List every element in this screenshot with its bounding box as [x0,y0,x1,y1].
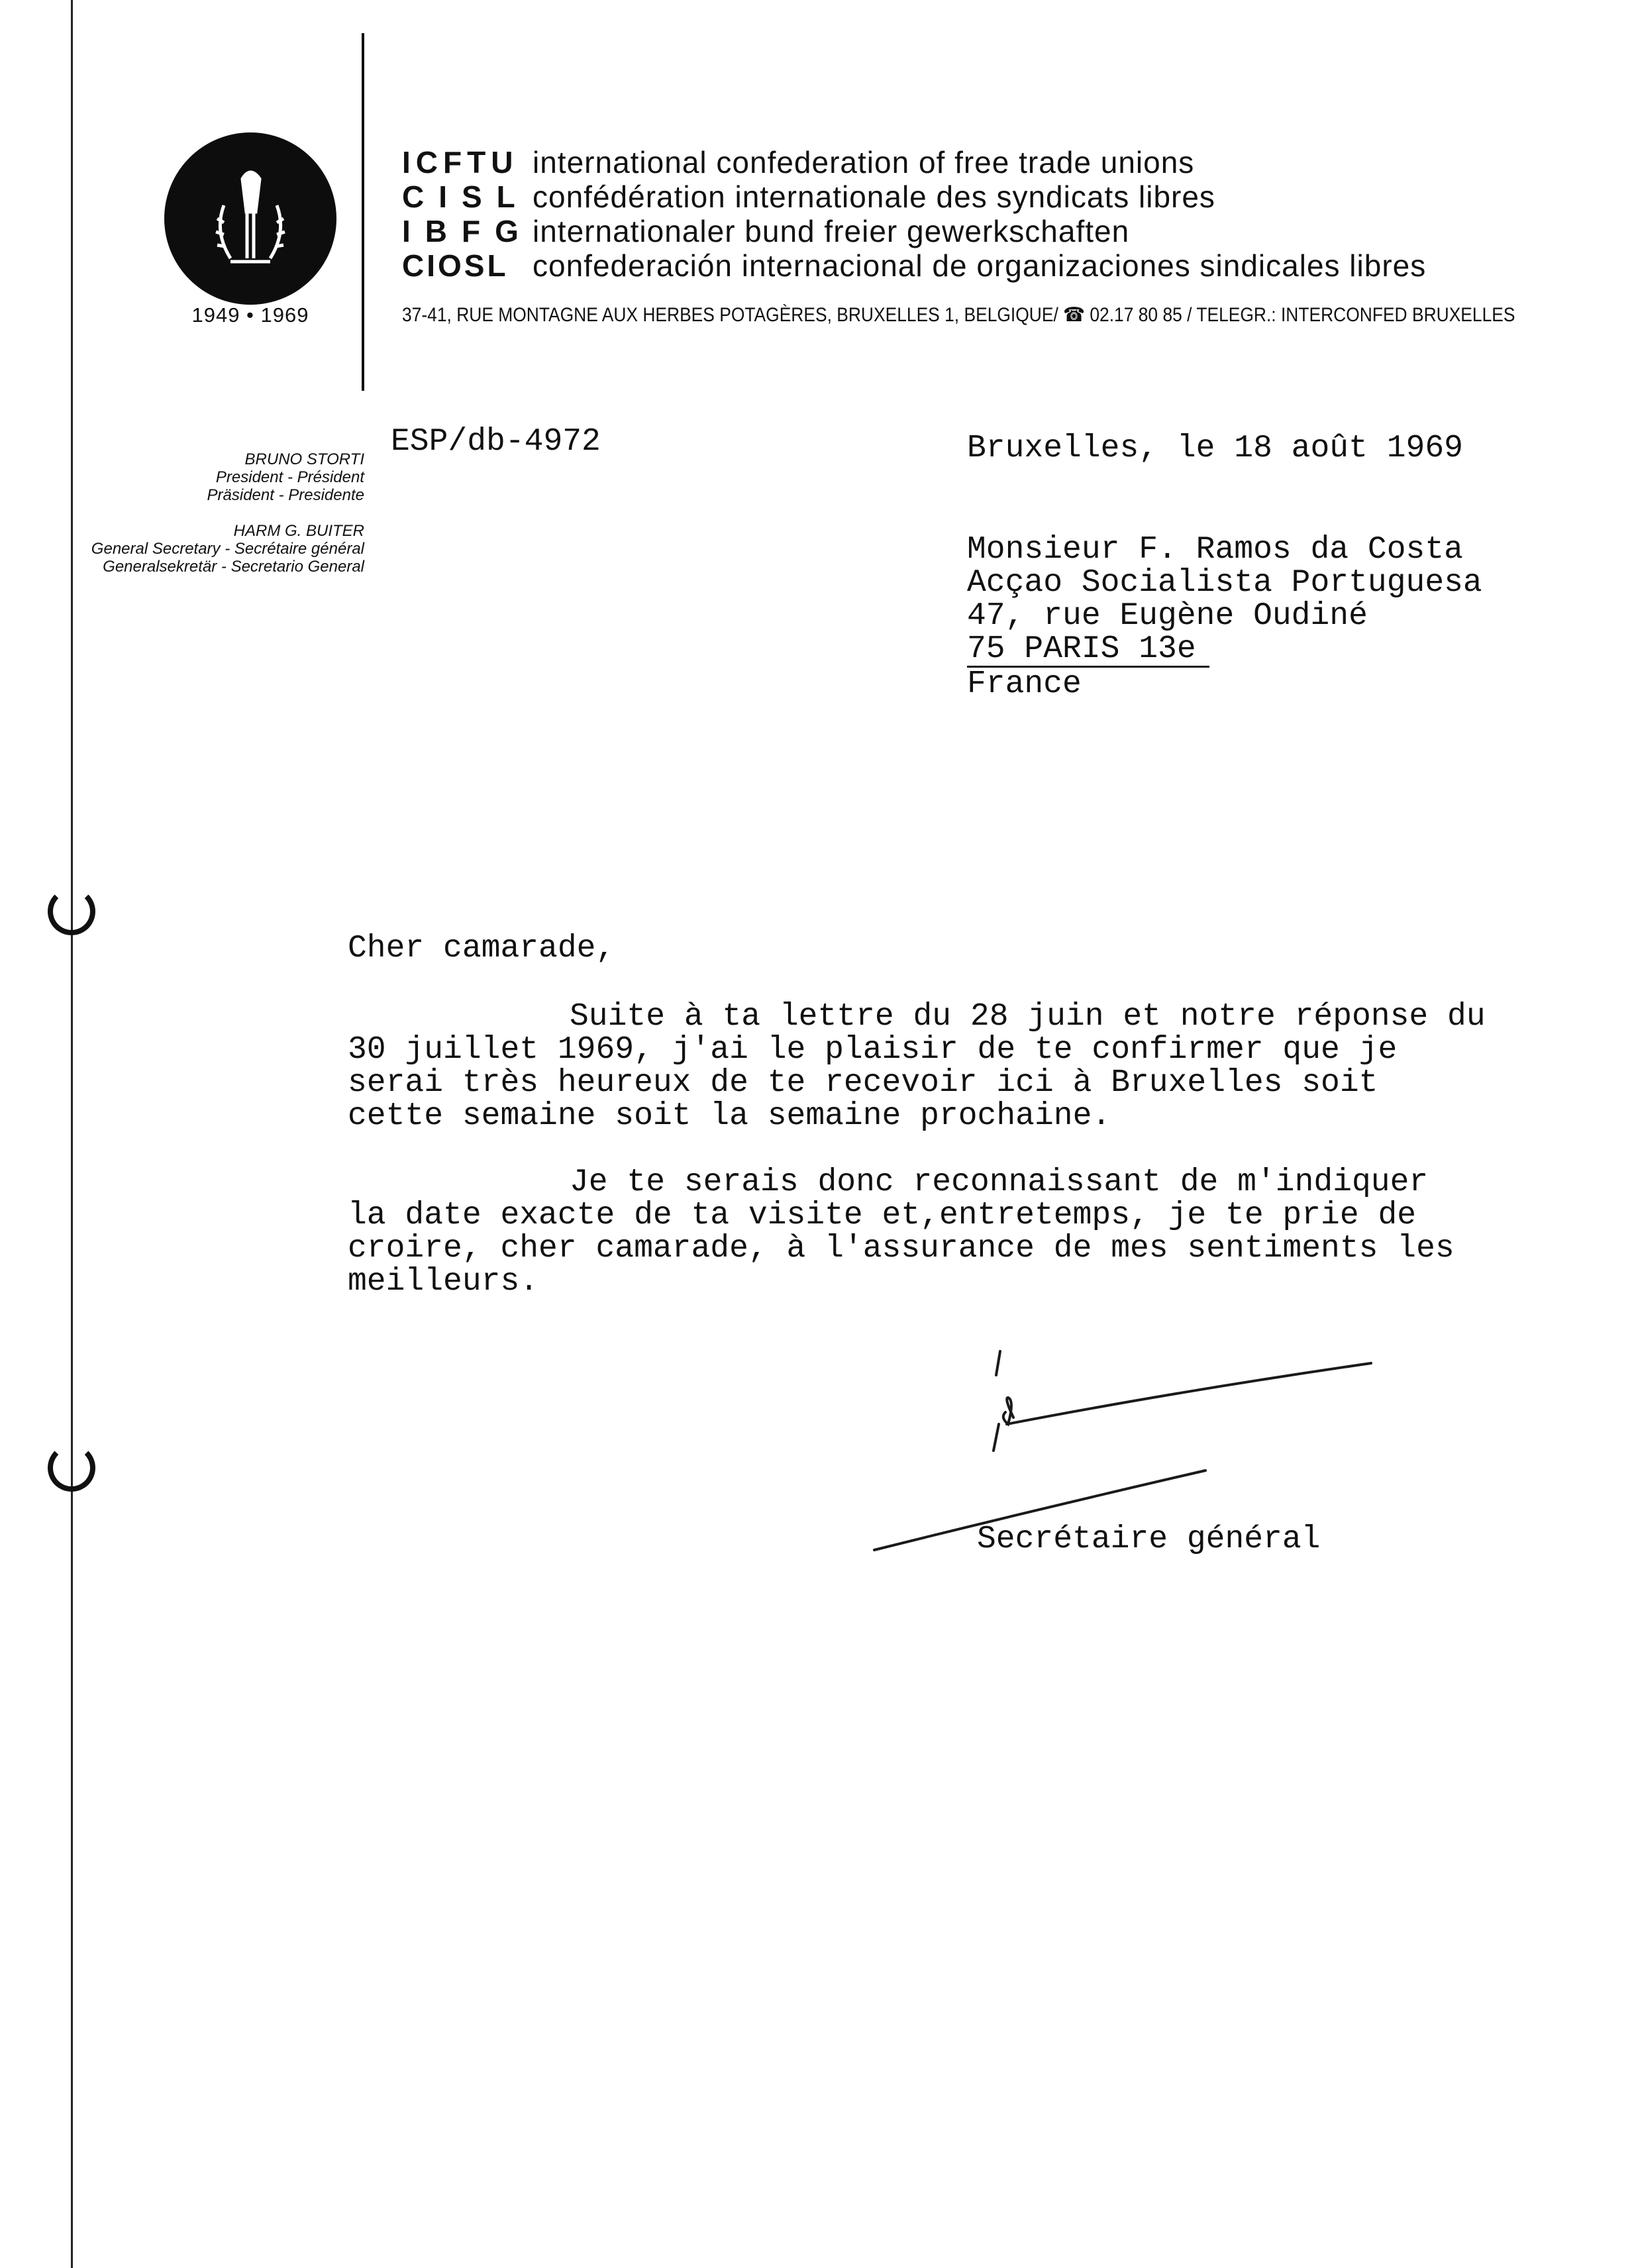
president-title: President - Président [215,468,364,486]
paragraph-line: meilleurs. [348,1264,539,1300]
president-name: BRUNO STORTI [244,450,364,468]
recipient-organization: Acçao Socialista Portuguesa [967,565,1482,601]
org-abbr: IBFG [402,214,533,248]
org-row-ibfg [402,213,1129,249]
punch-hole-top [48,888,95,935]
paragraph-line: cette semaine soit la semaine prochaine. [348,1098,1111,1134]
recipient-country: France [967,666,1082,702]
org-name: confédération internationale des syndicats libres [533,180,1215,214]
org-row-cisl [402,179,1215,215]
torch-emblem-icon [164,132,336,305]
paragraph-line: croire, cher camarade, à l'assurance de mes sentiments les [348,1231,1454,1266]
anniversary-years: 1949 • 1969 [191,303,309,327]
letterhead-address: 37-41, RUE MONTAGNE AUX HERBES POTAGÈRES, BRUXELLES 1, BELGIQUE/ ☎ 02.17 80 85 / TELEGR.: INTERCONFED BRUXELLES [402,304,1515,326]
secretary-title: General Secretary - Secrétaire général [91,540,364,558]
org-name: confederación internacional de organizaciones sindicales libres [533,248,1427,283]
letter-date: Bruxelles, le 18 août 1969 [967,431,1463,466]
paragraph-line: Suite à ta lettre du 28 juin et notre réponse du [570,999,1486,1035]
recipient-city: 75 PARIS 13e [967,633,1209,668]
body-paragraph-1 [348,1000,1533,1133]
body-paragraph-2 [348,1166,1533,1298]
org-name: international confederation of free trade unions [533,145,1195,180]
officers-president [207,450,364,504]
secretary-title-alt: Generalsekretär - Secretario General [103,558,364,576]
paragraph-line: serai très heureux de te recevoir ici à Bruxelles soit [348,1065,1378,1101]
recipient-name: Monsieur F. Ramos da Costa [967,532,1463,568]
paragraph-line: 30 juillet 1969, j'ai le plaisir de te confirmer que je [348,1032,1398,1068]
punch-hole-bottom [48,1444,95,1492]
recipient-address [967,533,1482,701]
president-title-alt: Präsident - Presidente [207,486,364,504]
organization-logo [164,132,336,305]
salutation: Cher camarade, [348,931,615,966]
secretary-name: HARM G. BUITER [233,522,364,540]
org-abbr: CISL [402,180,530,214]
paragraph-line: la date exacte de ta visite et,entretemps, je te prie de [348,1198,1417,1233]
letterhead-divider [362,33,364,391]
closing-title: Secrétaire général [977,1521,1321,1557]
reference-number: ESP/db-4972 [391,424,601,460]
org-name: internationaler bund freier gewerkschaften [533,214,1130,248]
org-row-icftu [402,144,1194,180]
org-abbr: CIOSL [402,248,509,283]
org-row-ciosl [402,248,1426,284]
margin-line [71,0,73,2268]
paragraph-line: Je te serais donc reconnaissant de m'indiquer [570,1164,1429,1200]
org-abbr: ICFTU [402,145,519,180]
officers-secretary [91,522,364,576]
recipient-street: 47, rue Eugène Oudiné [967,598,1368,634]
